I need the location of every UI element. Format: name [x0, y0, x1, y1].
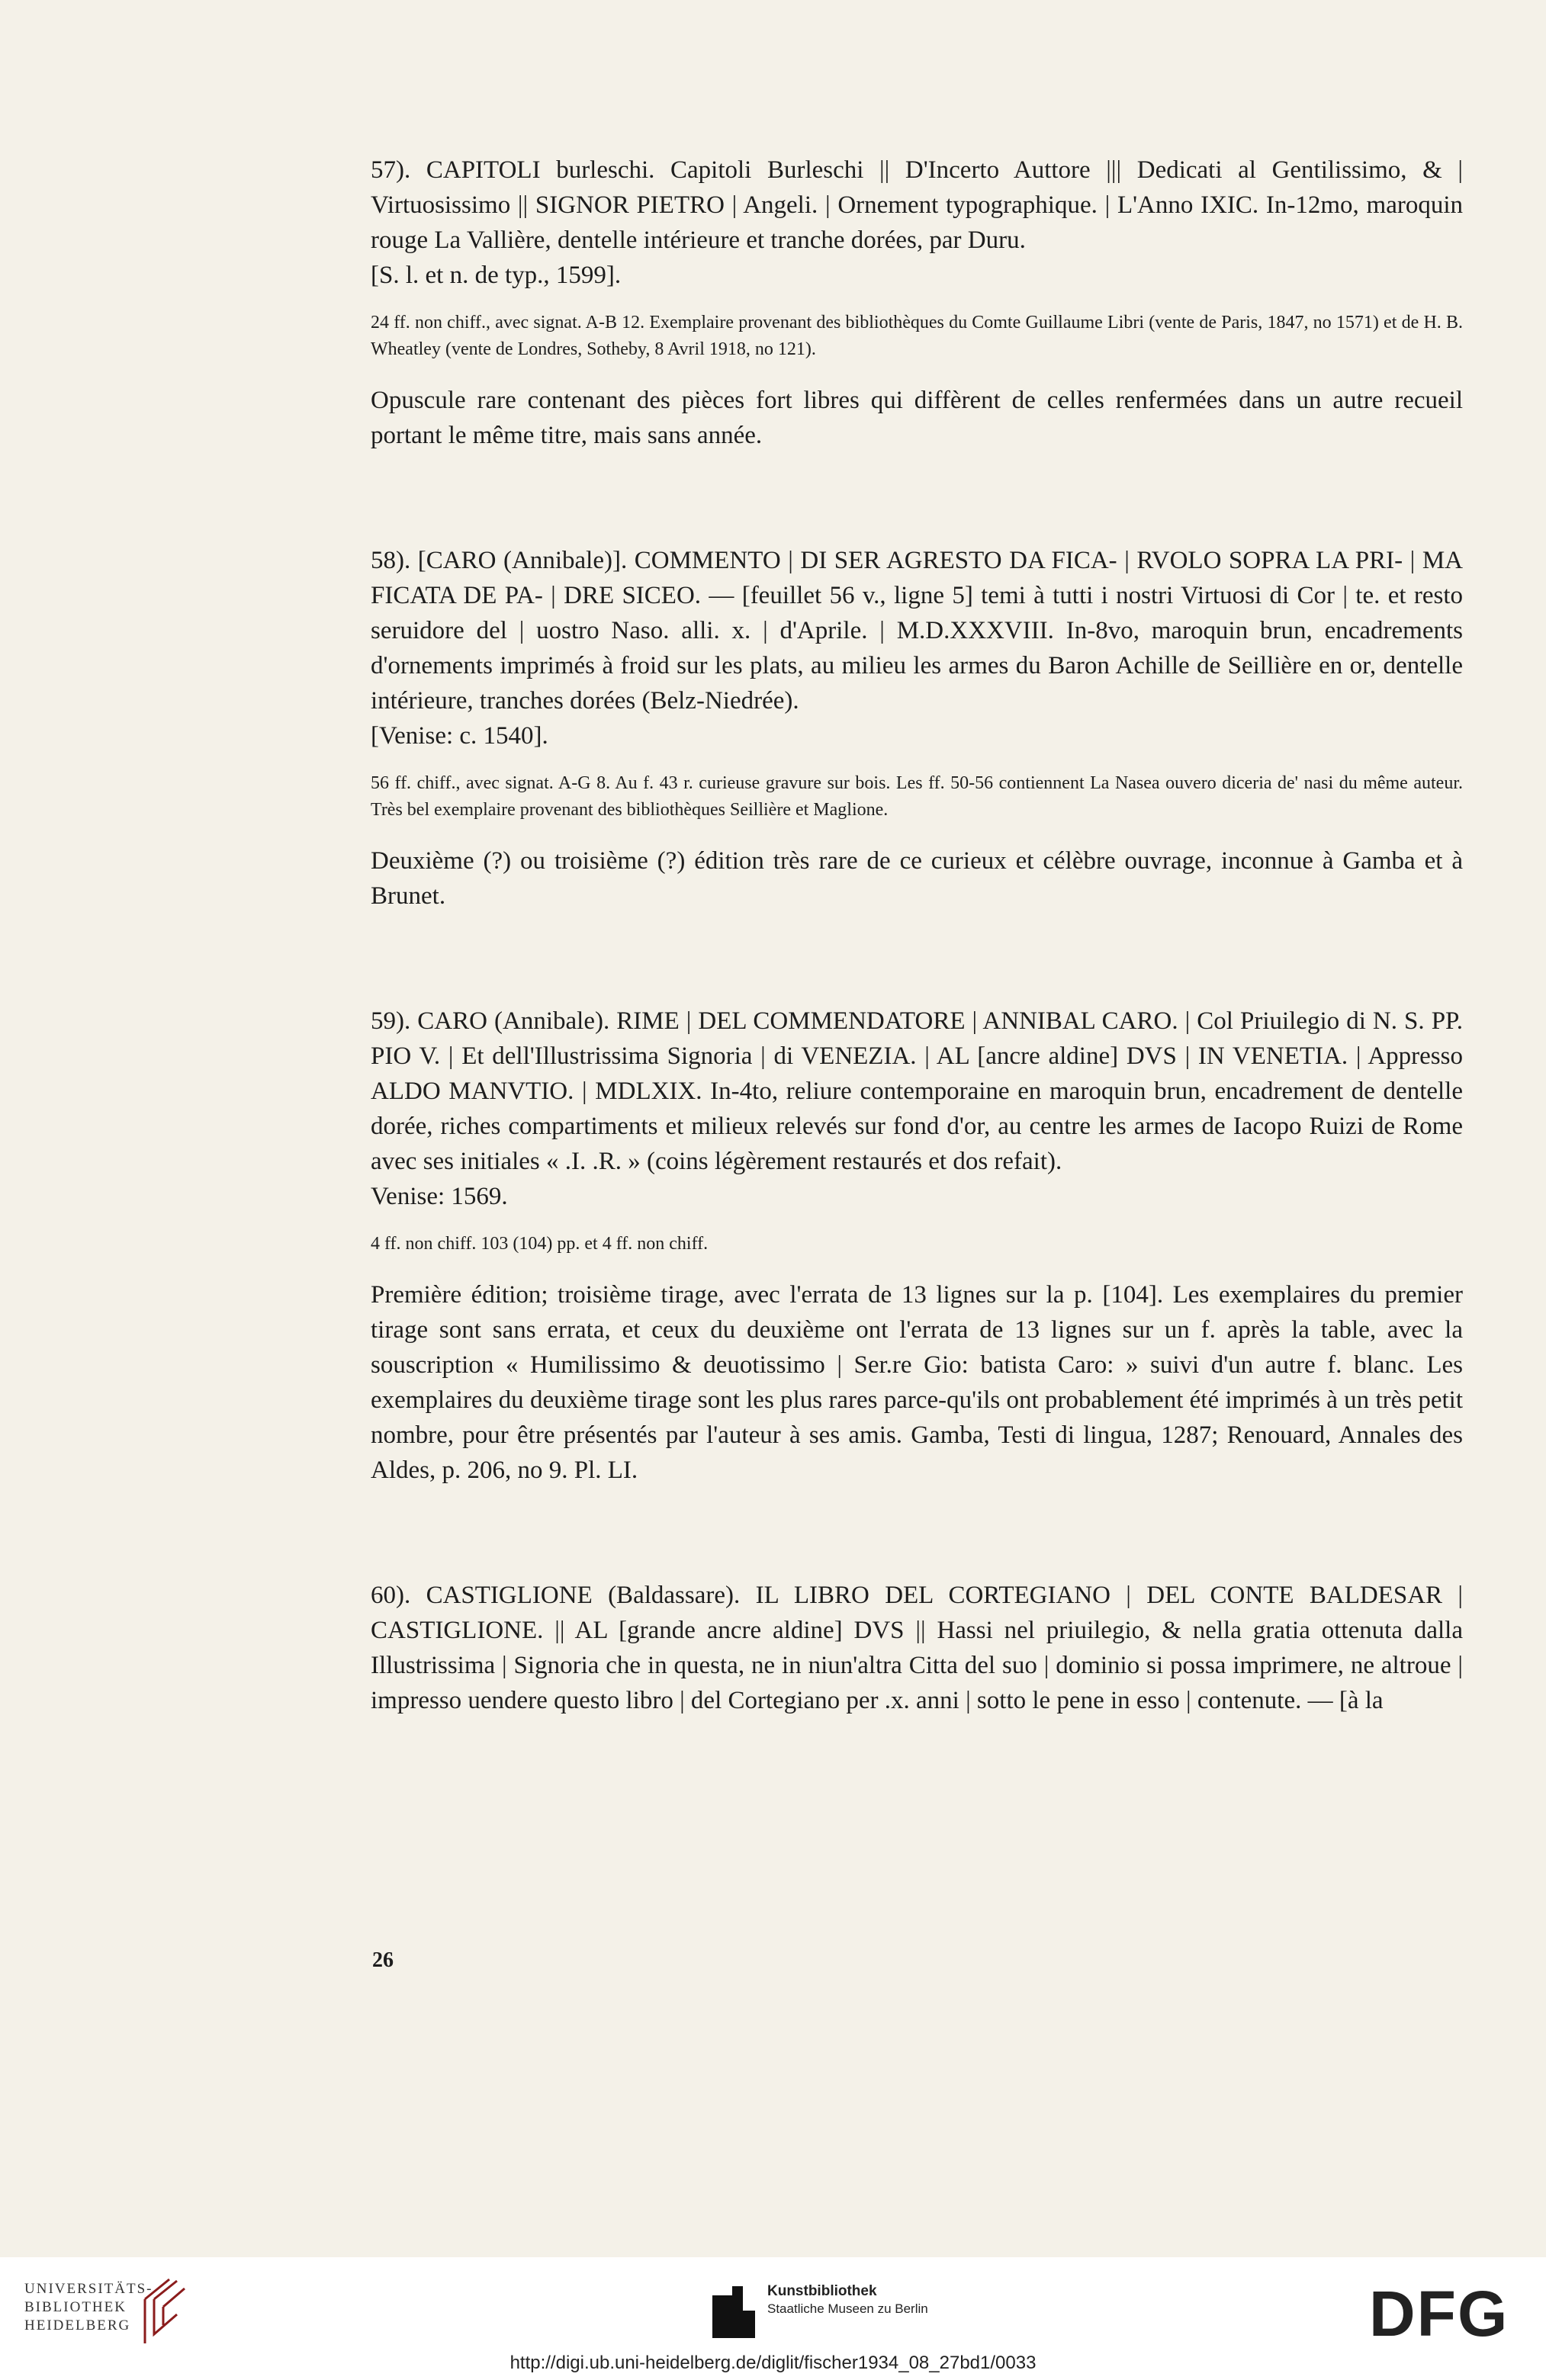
university-line: UNIVERSITÄTS- [24, 2281, 153, 2297]
entry-collation-note: 24 ff. non chiff., avec signat. A-B 12. Exemplaire provenant des bibliothèques du Comte Guillaume Libri (vente de Paris, 1847, no 1571) et de H. B. Wheatley (vente de Londres, Sotheby, 8 Avril 1918, no 121). [371, 313, 1463, 359]
university-library-name [24, 2280, 153, 2335]
entry-comment: Première édition; troisième tirage, avec l'errata de 13 lignes sur la p. [104]. Les exemplaires du premier tirage sont sans errata, et ceux du deuxième ont l'errata de 13 lignes sur un f. après la table, avec la souscription « Humilissimo & deuotissimo | Ser.re Gio: batista Caro: » suivi d'un autre f. blanc. Les exemplaires du deuxième tirage sont les plus rares parce-qu'ils ont probablement été imprimés à un très petit nombre, pour être présentés par l'auteur à ses amis. Gamba, Testi di lingua, 1287; Renouard, Annales des Aldes, p. 206, no 9. Pl. LI. [371, 1281, 1463, 1484]
page-number: 26 [372, 1948, 394, 1972]
entry-separator [371, 453, 1463, 543]
entry-description: 60). CASTIGLIONE (Baldassare). IL LIBRO DEL CORTEGIANO | DEL CONTE BALDESAR | CASTIGLIONE. || AL [grande ancre aldine] DVS || Hassi nel priuilegio, & nella gratia ottenuta dalla Illustrissima | Signoria che in questa, ne in niun'altra Citta del suo | dominio si possa imprimere, ne altroue | impresso uendere questo libro | del Cortegiano per .x. anni | sotto le pene in esso | contenute. — [à la [371, 1582, 1463, 1714]
entry-imprint: [S. l. et n. de typ., 1599]. [371, 262, 622, 289]
entry-imprint: Venise: 1569. [371, 1183, 508, 1210]
entry-59 [371, 1004, 1463, 1488]
entry-imprint: [Venise: c. 1540]. [371, 722, 548, 750]
entry-separator [371, 1488, 1463, 1578]
catalogue-text [371, 153, 1463, 1718]
kunstbibliothek-label [767, 2282, 928, 2317]
entry-60 [371, 1578, 1463, 1718]
entry-collation-note: 4 ff. non chiff. 103 (104) pp. et 4 ff. non chiff. [371, 1234, 709, 1254]
entry-57 [371, 153, 1463, 453]
kunstbibliothek-name: Kunstbibliothek [767, 2283, 877, 2299]
entry-description: 57). CAPITOLI burleschi. Capitoli Burleschi || D'Incerto Auttore ||| Dedicati al Gentilissimo, & | Virtuosissimo || SIGNOR PIETRO | Angeli. | Ornement typographique. | L'Anno IXIC. In-12mo, maroquin rouge La Vallière, dentelle intérieure et tranche dorées, par Duru. [371, 156, 1463, 254]
university-line: BIBLIOTHEK [24, 2299, 127, 2315]
entry-comment: Deuxième (?) ou troisième (?) édition très rare de ce curieux et célèbre ouvrage, inconnue à Gamba et à Brunet. [371, 847, 1463, 910]
entry-58 [371, 543, 1463, 914]
university-logo-icon [139, 2276, 192, 2346]
entry-separator [371, 914, 1463, 1004]
kunstbibliothek-subtitle: Staatliche Museen zu Berlin [767, 2301, 928, 2316]
source-url[interactable]: http://digi.ub.uni-heidelberg.de/diglit/fischer1934_08_27bd1/0033 [509, 2353, 1037, 2373]
entry-collation-note: 56 ff. chiff., avec signat. A-G 8. Au f. 43 r. curieuse gravure sur bois. Les ff. 50-56 contiennent La Nasea ouvero diceria de' nasi du même auteur. Très bel exemplaire provenant des bibliothèques Seillière et Maglione. [371, 773, 1463, 820]
entry-comment: Opuscule rare contenant des pièces fort libres qui diffèrent de celles renfermées dans un autre recueil portant le même titre, mais sans année. [371, 387, 1463, 449]
university-line: HEIDELBERG [24, 2317, 131, 2333]
entry-description: 59). CARO (Annibale). RIME | DEL COMMENDATORE | ANNIBAL CARO. | Col Priuilegio di N. S. PP. PIO V. | Et dell'Illustrissima Signoria | di VENEZIA. | AL [ancre aldine] DVS | IN VENETIA. | Appresso ALDO MANVTIO. | MDLXIX. In-4to, reliure contemporaine en maroquin brun, encadrement de dentelle dorée, riches compartiments et milieux relevés sur fond d'or, au centre les armes de Iacopo Ruizi de Rome avec ses initiales « .I. .R. » (coins légèrement restaurés et dos refait). [371, 1007, 1463, 1175]
dfg-logo: DFG [1369, 2278, 1509, 2349]
entry-description: 58). [CARO (Annibale)]. COMMENTO | DI SER AGRESTO DA FICA- | RVOLO SOPRA LA PRI- | MA FICATA DE PA- | DRE SICEO. — [feuillet 56 v., ligne 5] temi à tutti i nostri Virtuosi di Cor | te. et resto seruidore del | uostro Naso. alli. x. | d'Aprile. | M.D.XXXVIII. In-8vo, maroquin brun, encadrements d'ornements imprimés à froid sur les plats, au milieu les armes du Baron Achille de Seillière en or, dentelle intérieure, tranches dorées (Belz-Niedrée). [371, 547, 1463, 715]
kunstbibliothek-logo-icon [709, 2280, 758, 2341]
